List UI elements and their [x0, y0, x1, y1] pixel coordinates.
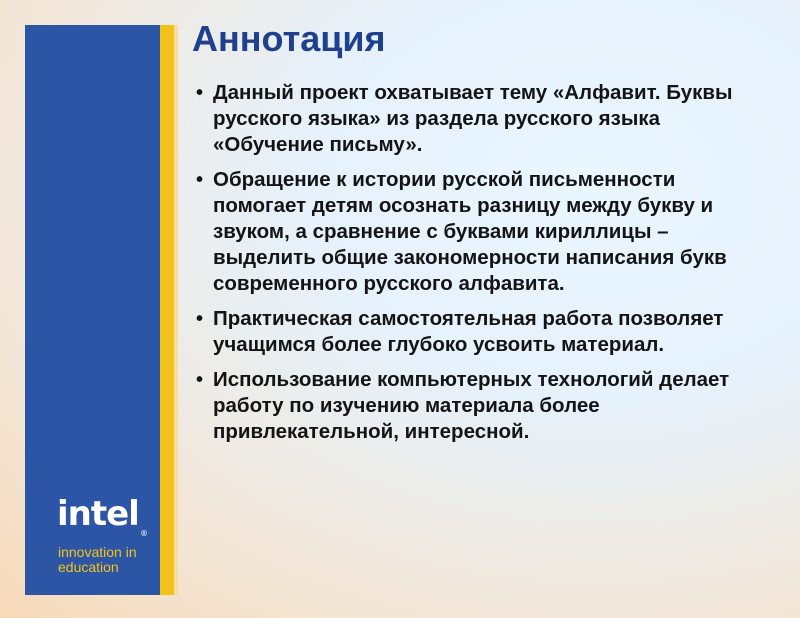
logo-tagline-line1: innovation in [58, 544, 137, 560]
registered-mark: ® [140, 529, 147, 538]
bullet-text: Использование компьютерных технологий делает работу по изучению материала более привлекательной, интересной. [213, 368, 730, 443]
bullet-dot-icon: • [196, 369, 204, 391]
logo-tagline-line2: education [58, 559, 119, 575]
bullet-dot-icon: • [196, 82, 204, 104]
bullet-dot-icon: • [196, 169, 204, 191]
intel-logo [57, 494, 147, 538]
sidebar-stripe-shadow [174, 25, 178, 595]
logo-wordmark: intel [57, 494, 139, 534]
bullet-item [196, 80, 756, 158]
bullet-item [196, 367, 756, 445]
logo-tagline [58, 545, 137, 575]
bullet-list [196, 80, 756, 454]
bullet-item [196, 306, 756, 358]
bullet-text: Обращение к истории русской письменности помогает детям осознать разницу между букву и звуком, а сравнение с буквами кириллицы – выделить общие закономерности написания букв современного русского алфавита. [213, 168, 727, 295]
bullet-text: Данный проект охватывает тему «Алфавит. Буквы русского языка» из раздела русского языка «Обучение письму». [213, 81, 733, 156]
slide-title: Аннотация [192, 18, 386, 59]
bullet-text: Практическая самостоятельная работа позволяет учащимся более глубоко усвоить материал. [213, 307, 724, 356]
sidebar-accent-stripe [160, 25, 174, 595]
bullet-item [196, 167, 756, 297]
bullet-dot-icon: • [196, 308, 204, 330]
